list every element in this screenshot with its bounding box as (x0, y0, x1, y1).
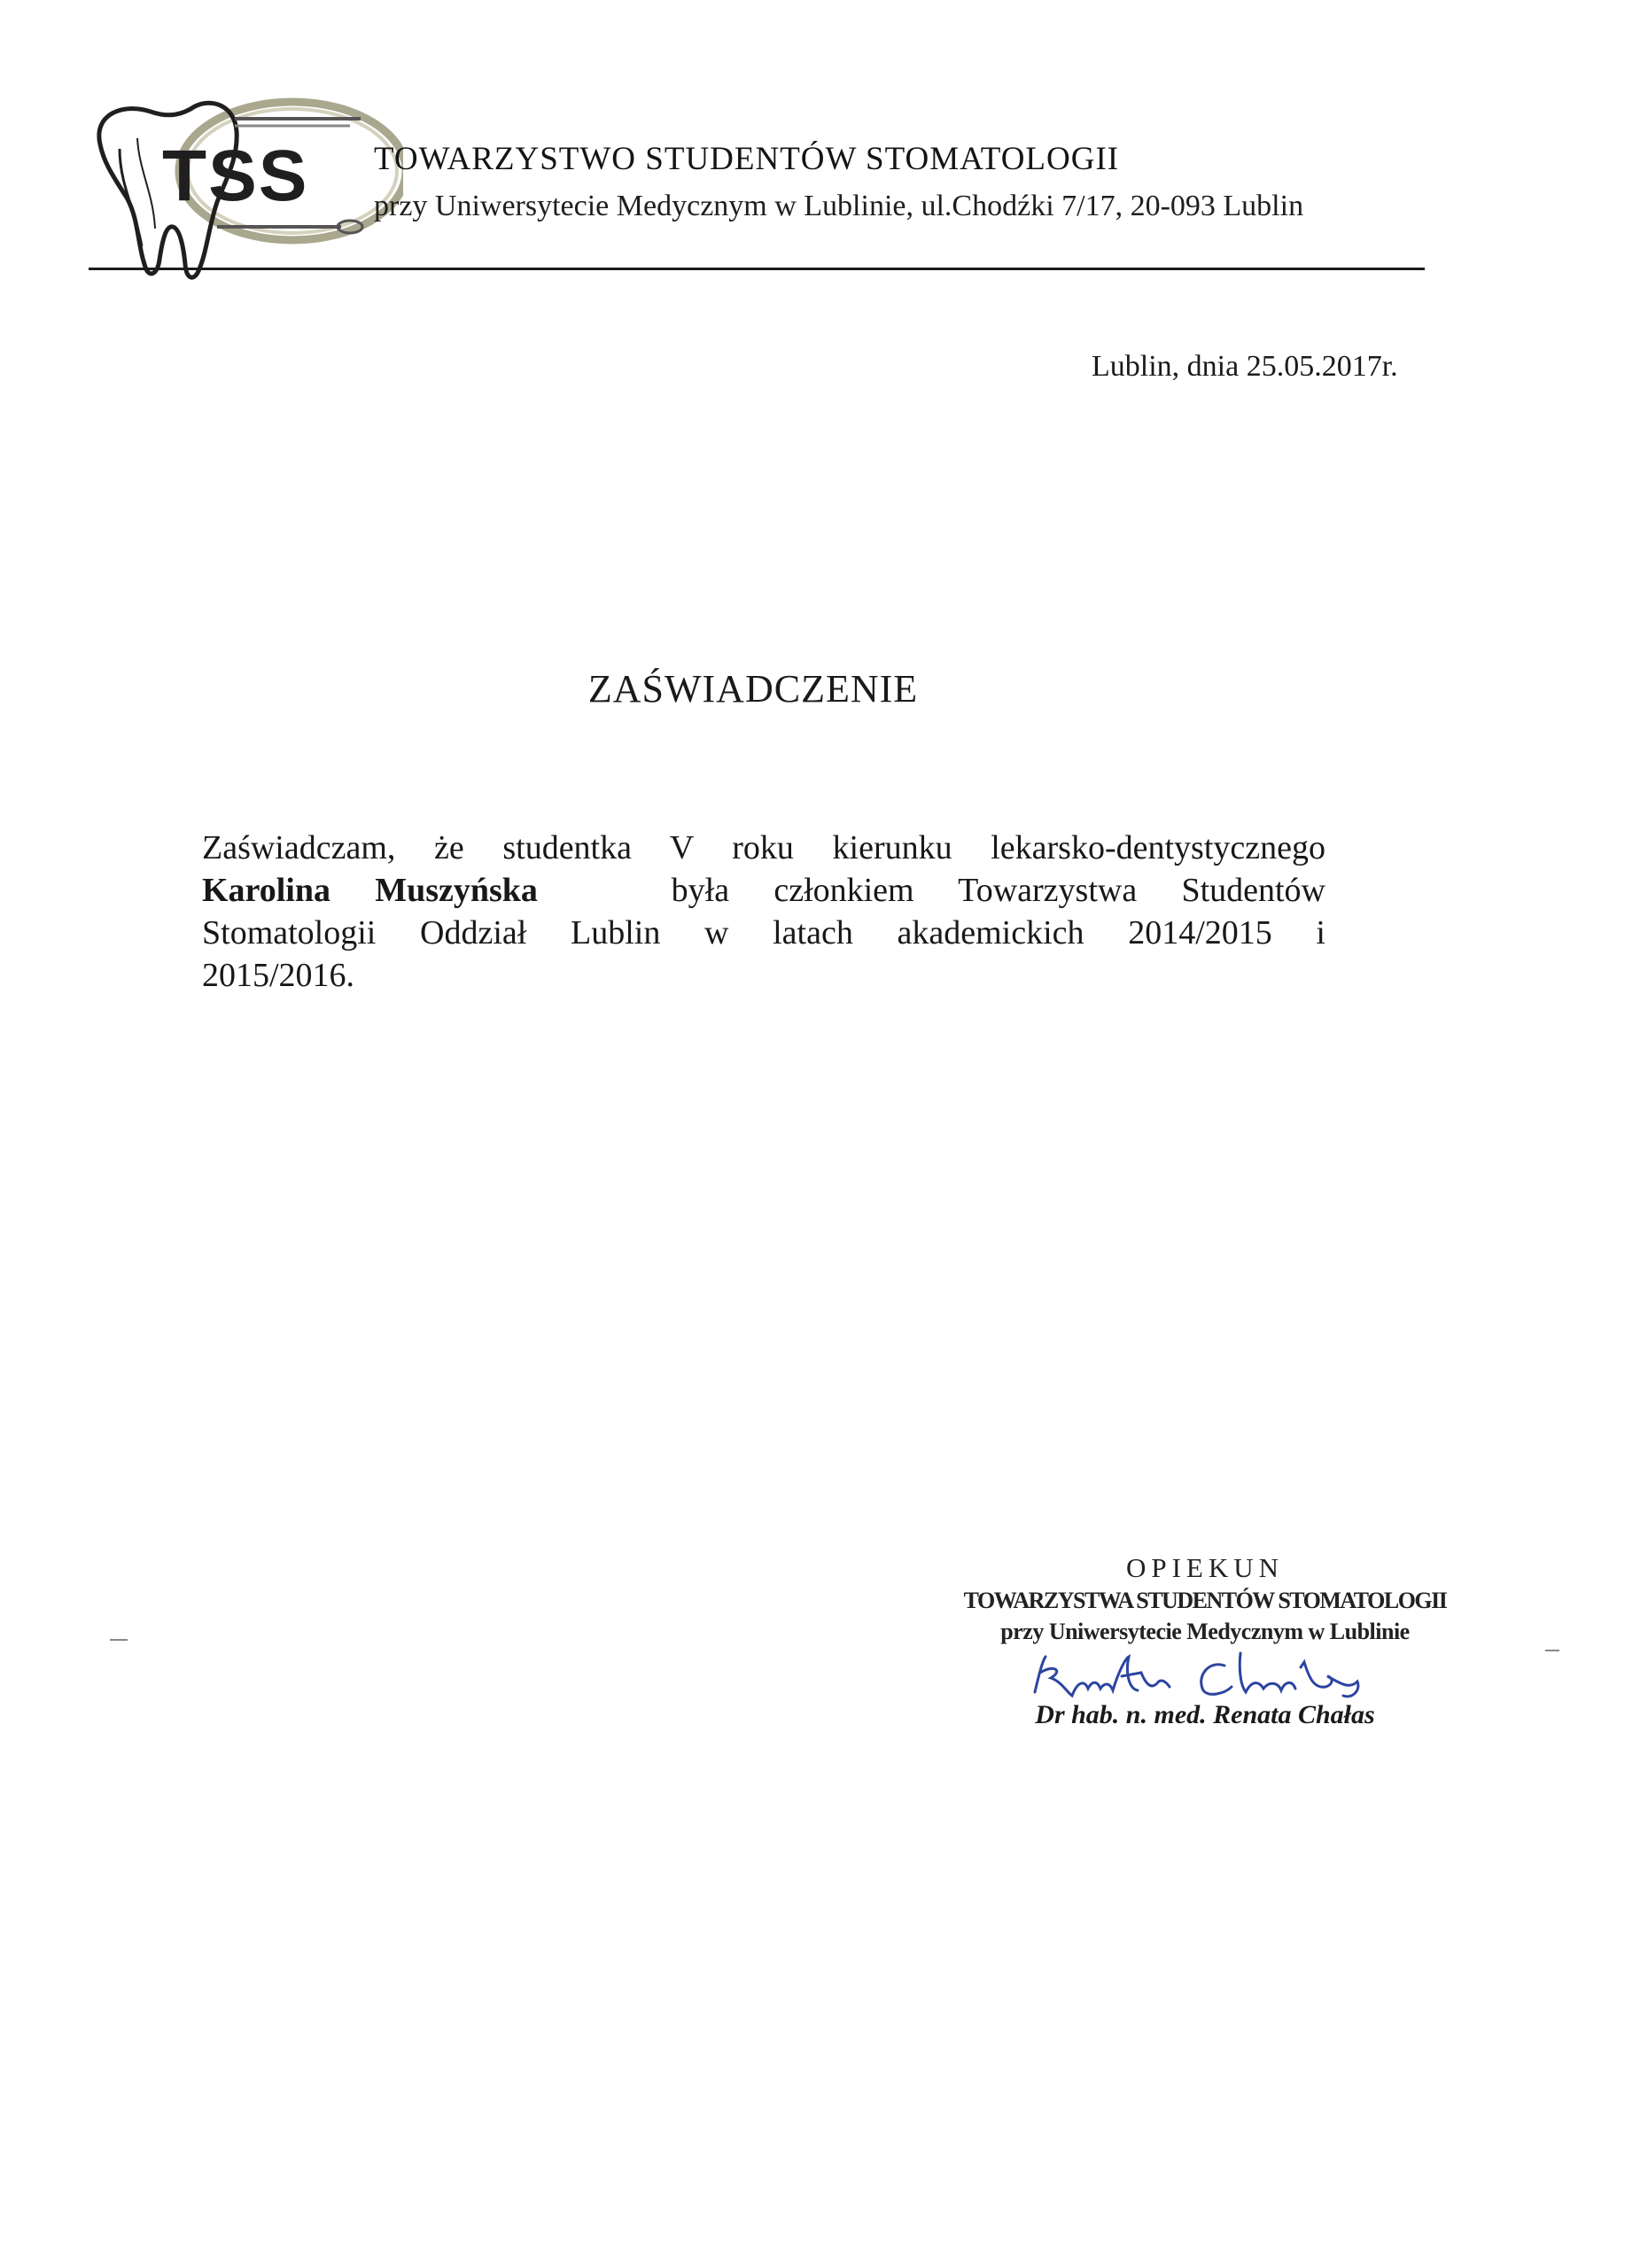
margin-mark-left (110, 1639, 128, 1641)
student-name: Karolina Muszyńska (202, 872, 538, 909)
document-title: ZAŚWIADCZENIE (587, 667, 919, 711)
supervisor-stamp (957, 1550, 1453, 1648)
body-line-2-text: była członkiem Towarzystwa Studentów (671, 872, 1326, 909)
organization-name: TOWARZYSTWO STUDENTÓW STOMATOLOGII (374, 141, 1120, 177)
body-line-4: 2015/2016. (202, 957, 355, 994)
margin-mark-right (1545, 1650, 1559, 1651)
organization-address: przy Uniwersytecie Medycznym w Lublinie, ul.Chodźki 7/17, 20-093 Lublin (374, 190, 1304, 222)
document-date: Lublin, dnia 25.05.2017r. (1092, 350, 1398, 383)
body-line-1: Zaświadczam, że studentka V roku kierunku lekarsko-dentystycznego (202, 829, 1325, 866)
header-divider (89, 268, 1425, 270)
body-line-3: Stomatologii Oddział Lublin w latach akademickich 2014/2015 i (202, 914, 1325, 951)
body-line-2 (202, 869, 1325, 912)
stamp-role: OPIEKUN (1125, 1552, 1285, 1583)
signatory-name: Dr hab. n. med. Renata Chałas (1035, 1700, 1375, 1729)
stamp-university: przy Uniwersytecie Medycznym w Lublinie (1000, 1619, 1410, 1644)
tss-logo (84, 96, 403, 282)
handwritten-signature (1019, 1646, 1391, 1708)
tss-logo-text: TSS (162, 136, 309, 216)
certificate-body (202, 827, 1325, 997)
stamp-organization: TOWARZYSTWA STUDENTÓW STOMATOLOGII (963, 1588, 1447, 1613)
